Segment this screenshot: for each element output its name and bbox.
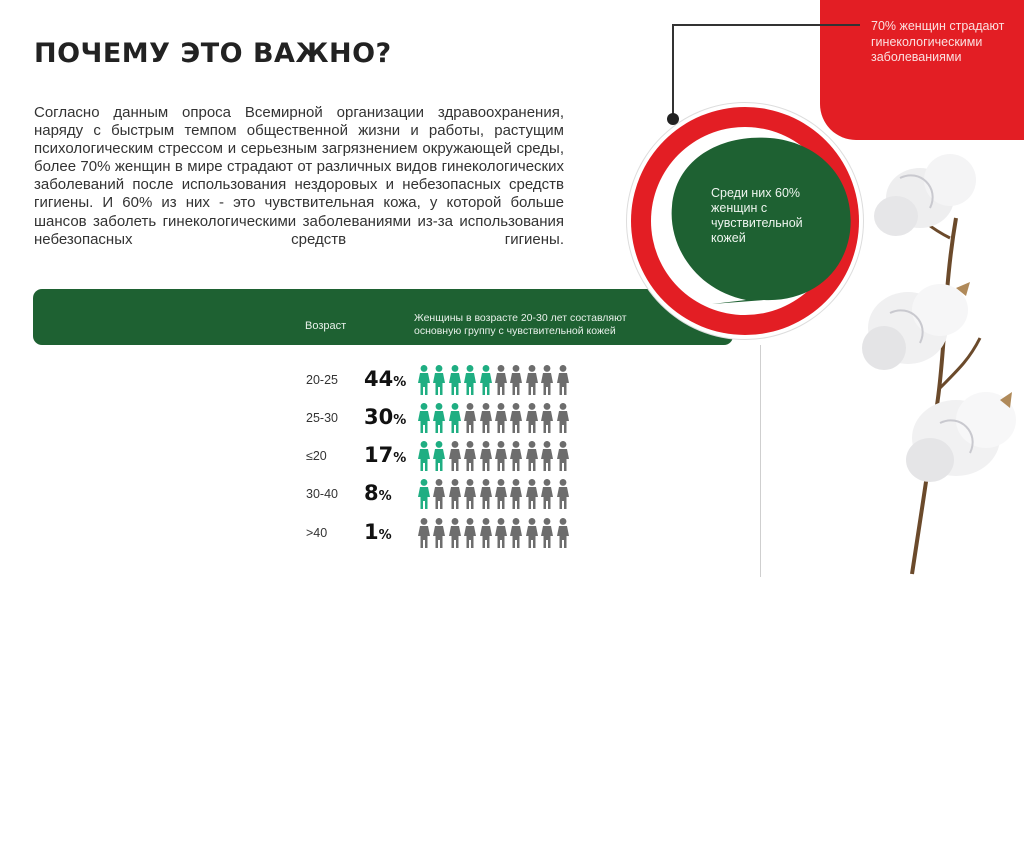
person-icon: [448, 479, 462, 511]
person-icon: [479, 403, 493, 435]
person-icon: [540, 441, 554, 473]
person-icon: [540, 479, 554, 511]
person-icon: [556, 441, 570, 473]
person-icon: [494, 518, 508, 550]
percent-unit: %: [378, 528, 392, 543]
person-icon: [417, 441, 431, 473]
percent-unit: %: [378, 489, 392, 504]
person-icon: [525, 403, 539, 435]
person-icon: [432, 441, 446, 473]
person-icon: [525, 365, 539, 397]
age-label: 25-30: [306, 411, 338, 425]
person-icon: [556, 479, 570, 511]
person-icon: [540, 403, 554, 435]
person-icon: [479, 365, 493, 397]
green-callout-text: Среди них 60% женщин с чувствительной кожей: [711, 186, 803, 245]
person-icon: [479, 479, 493, 511]
person-icon: [463, 441, 477, 473]
person-icon: [540, 365, 554, 397]
person-icon: [448, 403, 462, 435]
person-icon: [463, 518, 477, 550]
person-icon: [479, 518, 493, 550]
person-icon: [448, 518, 462, 550]
age-label: 20-25: [306, 373, 338, 387]
person-icon: [417, 403, 431, 435]
person-icon: [525, 518, 539, 550]
person-icon: [479, 441, 493, 473]
cotton-flower-illustration: [860, 138, 1024, 578]
leader-dot: [667, 113, 679, 125]
person-icon: [509, 518, 523, 550]
red-callout-text: 70% женщин страдают гинекологическими заболеваниями: [871, 19, 1005, 64]
person-icon: [556, 403, 570, 435]
divider-line: [760, 345, 761, 577]
intro-paragraph: Согласно данным опроса Всемирной организации здравоохранения, наряду с быстрым темпом общественной жизни и работы, растущим психологическим стрессом и серьезным загрязнением окружающей среды, более 70% женщин в мире страдают от различных видов гинекологических заболеваний после использования нездоровых и небезопасных средств гигиены. И 60% из них - это чувствительная кожа, у которой больше шансов заболеть гинекологическими заболеваниями из-за использования небезопасных средств гигиены.: [34, 104, 564, 248]
percent-value: [364, 481, 424, 505]
person-icon: [448, 441, 462, 473]
person-icon: [417, 479, 431, 511]
person-icon: [494, 365, 508, 397]
banner-note: Женщины в возрасте 20-30 лет составляют основную группу с чувствительной кожей: [414, 312, 627, 337]
person-icon: [432, 518, 446, 550]
percent-number: 8: [364, 481, 379, 505]
percent-unit: %: [393, 375, 407, 390]
person-icon: [540, 518, 554, 550]
percent-unit: %: [393, 451, 407, 466]
person-icon: [494, 479, 508, 511]
person-icon: [509, 479, 523, 511]
person-icon: [417, 518, 431, 550]
percent-number: 30: [364, 405, 394, 429]
percent-unit: %: [393, 413, 407, 428]
percent-number: 44: [364, 367, 394, 391]
person-icon: [463, 479, 477, 511]
age-label: ≤20: [306, 449, 327, 463]
banner-age-label: Возраст: [305, 320, 347, 332]
person-icon: [509, 441, 523, 473]
age-label: 30-40: [306, 487, 338, 501]
person-icon: [525, 441, 539, 473]
percent-number: 1: [364, 520, 379, 544]
person-icon: [432, 403, 446, 435]
person-icon: [509, 403, 523, 435]
person-icon: [463, 365, 477, 397]
person-icon: [432, 365, 446, 397]
person-icon: [417, 365, 431, 397]
percent-number: 17: [364, 443, 394, 467]
person-icon: [525, 479, 539, 511]
person-icon: [494, 403, 508, 435]
person-icon: [448, 365, 462, 397]
person-icon: [494, 441, 508, 473]
percent-value: [364, 405, 424, 429]
percent-value: [364, 367, 424, 391]
page-title: ПОЧЕМУ ЭТО ВАЖНО?: [34, 38, 392, 69]
percent-value: [364, 520, 424, 544]
person-icon: [509, 365, 523, 397]
person-icon: [556, 365, 570, 397]
percent-value: [364, 443, 424, 467]
person-icon: [556, 518, 570, 550]
age-label: >40: [306, 526, 328, 540]
person-icon: [432, 479, 446, 511]
person-icon: [463, 403, 477, 435]
